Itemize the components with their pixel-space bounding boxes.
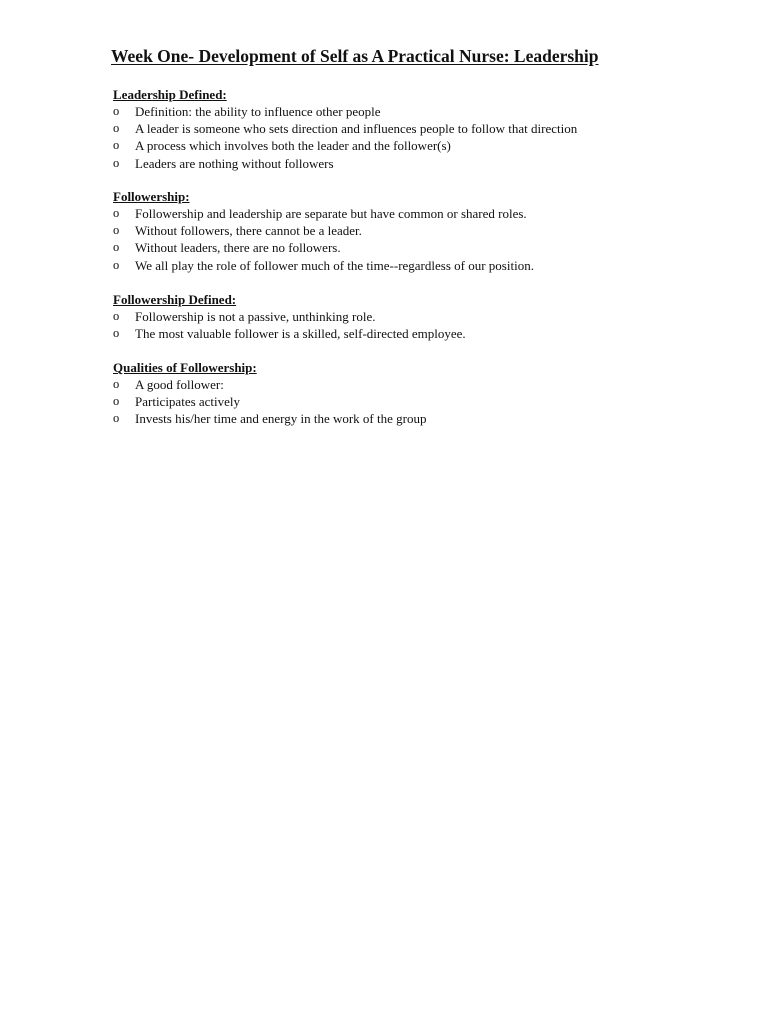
list-item	[113, 155, 673, 172]
list-item-text: Followership is not a passive, unthinking role.	[135, 309, 376, 324]
list-item	[113, 376, 673, 393]
list-item	[113, 393, 673, 410]
list-item-text: Definition: the ability to influence other people	[135, 104, 381, 119]
bullet-list	[113, 103, 673, 172]
bullet-marker: o	[113, 121, 120, 136]
document-title: Week One- Development of Self as A Practical Nurse: Leadership	[111, 46, 599, 66]
list-item-text: Leaders are nothing without followers	[135, 155, 334, 171]
bullet-marker: o	[113, 206, 120, 220]
bullet-list	[113, 376, 673, 428]
list-item-text: Invests his/her time and energy in the work of the group	[135, 411, 427, 427]
bullet-marker: o	[113, 309, 120, 323]
list-item-text: Participates actively	[135, 394, 241, 410]
bullet-list	[113, 308, 673, 342]
list-item	[113, 137, 673, 154]
list-item	[113, 205, 673, 222]
list-item-text: Followership and leadership are separate but have common or shared roles.	[135, 206, 527, 221]
bullet-marker: o	[113, 138, 120, 153]
list-item-text: A process which involves both the leader and the follower(s)	[135, 138, 451, 154]
bullet-marker: o	[113, 257, 120, 272]
section-heading: Followership:	[113, 189, 190, 204]
list-item-text: A good follower:	[135, 377, 224, 392]
bullet-list	[113, 205, 673, 274]
list-item	[113, 325, 673, 342]
bullet-marker: o	[113, 394, 120, 409]
list-item	[113, 120, 673, 137]
list-item	[113, 222, 673, 239]
list-item	[113, 257, 673, 274]
bullet-marker: o	[113, 240, 120, 255]
section-heading: Followership Defined:	[113, 292, 237, 307]
section-followership-defined	[113, 291, 673, 342]
list-item-text: The most valuable follower is a skilled, self-directed employee.	[135, 326, 466, 342]
section-heading: Qualities of Followership:	[113, 360, 257, 375]
bullet-marker: o	[113, 223, 120, 238]
bullet-marker: o	[113, 326, 120, 341]
list-item-text: Without leaders, there are no followers.	[135, 240, 341, 256]
section-qualities-of-followership	[113, 359, 673, 428]
bullet-marker: o	[113, 155, 120, 170]
bullet-marker: o	[113, 377, 120, 391]
list-item-text: We all play the role of follower much of the time--regardless of our position.	[135, 257, 534, 273]
section-leadership-defined	[113, 86, 673, 172]
section-heading: Leadership Defined:	[113, 87, 227, 102]
section-followership	[113, 188, 673, 274]
list-item-text: A leader is someone who sets direction and influences people to follow that direction	[135, 121, 578, 137]
list-item	[113, 410, 673, 427]
list-item-text: Without followers, there cannot be a leader.	[135, 223, 362, 239]
bullet-marker: o	[113, 411, 120, 426]
list-item	[113, 103, 673, 120]
list-item	[113, 308, 673, 325]
bullet-marker: o	[113, 104, 120, 118]
list-item	[113, 239, 673, 256]
